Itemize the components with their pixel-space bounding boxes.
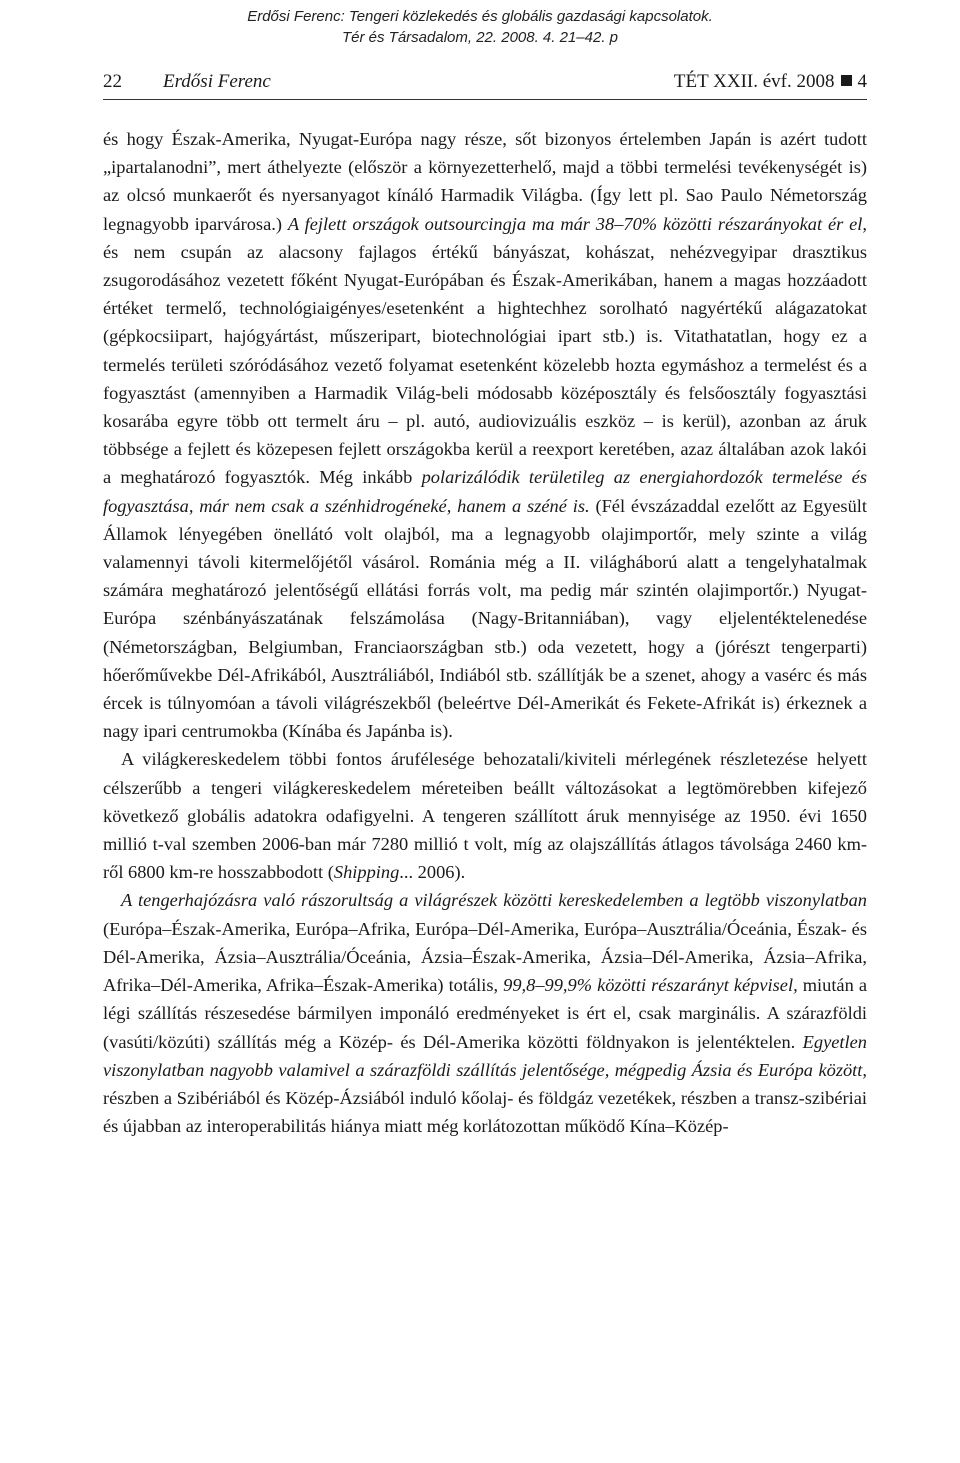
text-run: és hogy Észak-Amerika, Nyugat-Európa nagy része, sőt bizonyos értelemben Japán is azért tudott „ipartalanodni”, mert áthelyezte (először a környezetterhelő, majd a többi termelési tevékenységét is) az olcsó munkaerőt és nyersanyagot kínáló Harmadik Világba. (Így lett pl. Sao Paulo Németország legnagyobb iparvárosa.) (103, 129, 867, 234)
text-run: (Fél évszázaddal ezelőtt az Egyesült Államok lényegében önellátó volt olajból, ma a legnagyobb olajimportőr, mely szinte a világ valamennyi távoli kitermelőjétől vásárol. Románia még a II. világháború alatt a tengelyhatalmak számára meghatározó jelentőségű ellátási forrás volt, ma pedig már szintén olajimportőr.) Nyugat-Európa szénbányászatának felszámolása (Nagy-Britanniában), vagy eljelentéktelenedése (Németországban, Belgiumban, Franciaországban stb.) oda vezetett, hogy a (jórészt tengerparti) hőerőművekbe Dél-Afrikából, Ausztráliából, Indiából stb. szállítják be a szenet, ahogy a vasérc és más ércek is túlnyomóan a távoli világrészekből (beleértve Dél-Amerikát és Fekete-Afrikát is) érkeznek a nagy ipari centrumokba (Kínába és Japánba is). (103, 495, 867, 742)
emphasis-run: Egyetlen viszonylatban nagyobb valamivel a szárazföldi szállítás jelentősége, mégpedig Ázsia és Európa között, (103, 1031, 867, 1080)
text-run: (Európa–Észak-Amerika, Európa–Afrika, Európa–Dél-Amerika, Európa–Ausztrália/Óceánia, Észak- és Dél-Amerika, Ázsia–Ausztrália/Óceánia, Ázsia–Észak-Amerika, Ázsia–Dél-Amerika, Ázsia–Afrika, Afrika–Dél-Amerika, Afrika–Észak-Amerika) totális, (103, 918, 867, 996)
emphasis-run: Shipping (333, 862, 400, 883)
citation-line-1: Erdősi Ferenc: Tengeri közlekedés és globális gazdasági kapcsolatok. (247, 8, 713, 25)
running-head-journal (674, 70, 867, 94)
paragraph-1 (103, 125, 867, 745)
journal-issue: 4 (857, 71, 867, 92)
text-run: miután a légi szállítás részesedése bármilyen imponáló eredményeket is ért el, csak marginális. A szárazföldi (vasúti/közúti) szállítás még a Közép- és Dél-Amerika közötti földnyakon is jelentéktelen. (103, 975, 867, 1052)
paragraph-2 (103, 745, 867, 886)
emphasis-run: A fejlett országok outsourcingja ma már 38–70% közötti részarányokat ér el, (287, 213, 867, 234)
article-body (103, 125, 867, 1140)
paragraph-3 (103, 886, 867, 1140)
header-rule (103, 99, 867, 100)
square-bullet-icon (841, 75, 852, 86)
text-run: és nem csupán az alacsony fajlagos értékű bányászat, kohászat, nehézvegyipar drasztikus zsugorodásához vezetett főként Nyugat-Európában és Észak-Amerikában, hanem a magas hozzáadott értéket termelő, technológiaigényes/esetenként a hightechhez sorolható nagyértékű alágazatokat (gépkocsiipart, hajógyártást, műszeripart, biotechnológiai ipart stb.) is. Vitathatatlan, hogy ez a termelés területi szóródásához vezető folyamat esetenként közelebb hozta egymáshoz a termelést és a fogyasztást (amennyiben a Harmadik Világ-beli módosabb középosztály és felsőosztály fogyasztási kosarába egyre több ott termelt áru – pl. autó, audiovizuális eszköz – is kerül), azonban az áruk többsége a fejlett és közepesen fejlett országokba kerül a reexport keretében, azaz általában azok lakói a meghatározó fogyasztók. Még inkább (103, 241, 867, 488)
text-run: A világkereskedelem többi fontos árufélesége behozatali/kiviteli mérlegének részletezése helyett célszerűbb a tengeri világkereskedelem méreteiben beállt változásokat a legtömörebben kifejező következő globális adatokra odafigyelni. A tengeren szállított áruk mennyisége az 1950. évi 1650 millió t-val szemben 2006-ban már 7280 millió t volt, míg az olajszállítás átlagos távolsága 2460 km-ről 6800 km-re hosszabbodott ( (103, 749, 867, 883)
citation-line-2: Tér és Társadalom, 22. 2008. 4. 21–42. p (342, 29, 618, 46)
citation-header (0, 6, 960, 48)
page-number: 22 (103, 71, 122, 92)
emphasis-run: 99,8–99,9% közötti részarányt képvisel, (503, 975, 798, 996)
text-run: részben a Szibériából és Közép-Ázsiából induló kőolaj- és földgáz vezetékek, részben a transz-szibériai és újabban az interoperabilitás hiánya miatt még korlátozottan működő Kína–Közép- (103, 1087, 867, 1137)
journal-volume: TÉT XXII. évf. 2008 (673, 71, 835, 92)
emphasis-run: polarizálódik területileg az energiahordozók termelése és fogyasztása, már nem csak a szénhidrogéneké, hanem a széné is. (103, 467, 867, 516)
text-run: ... 2006). (399, 862, 466, 883)
emphasis-run: A tengerhajózásra való rászorultság a világrészek közötti kereskedelemben a legtöbb viszonylatban (121, 890, 867, 911)
running-head-author: Erdősi Ferenc (163, 71, 271, 92)
running-head (103, 70, 867, 100)
